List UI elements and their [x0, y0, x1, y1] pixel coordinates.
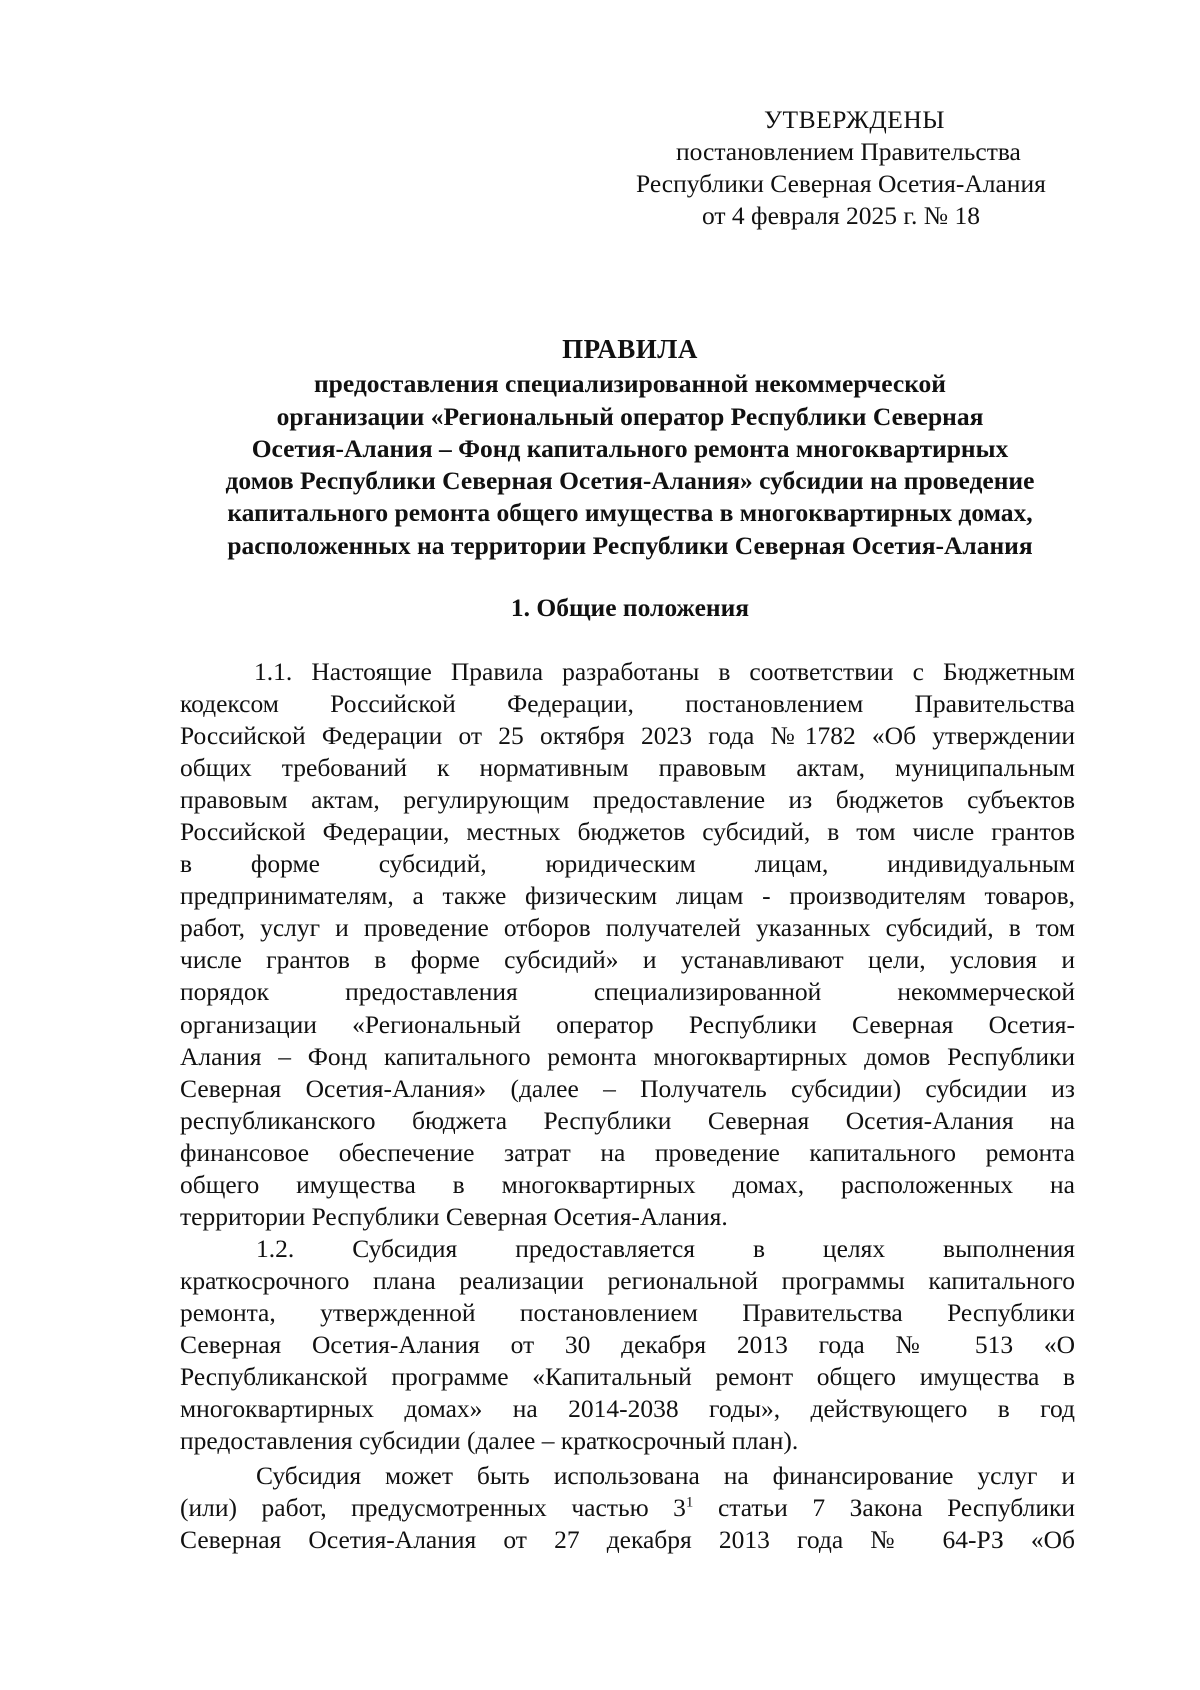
paragraph-1-2 — [180, 1233, 1075, 1457]
text-line: кодексом Российской Федерации, постановлением Правительства — [180, 689, 1075, 719]
text-line-with-superscript — [180, 1492, 1075, 1524]
text-line: Российской Федерации, местных бюджетов субсидий, в том числе грантов — [180, 817, 1075, 847]
approval-line-3: от 4 февраля 2025 г. № 18 — [702, 201, 980, 230]
text-line: организации «Региональный оператор Республики Северная Осетия- — [180, 1009, 1075, 1039]
subtitle-line: Осетия-Алания – Фонд капитального ремонта многоквартирных — [251, 433, 1009, 463]
text-line: работ, услуг и проведение отборов получателей указанных субсидий, в том — [180, 913, 1075, 943]
text-line: многоквартирных домах» на 2014-2038 годы», действующего в год — [180, 1394, 1075, 1424]
paragraph-subsidy-use — [180, 1460, 1075, 1556]
text-line: предпринимателям, а также физическим лицам - производителям товаров, — [180, 881, 1075, 911]
text-line: территории Республики Северная Осетия-Алания. — [180, 1201, 728, 1231]
text-line: 1.1. Настоящие Правила разработаны в соответствии с Бюджетным — [254, 657, 1075, 686]
text-line: Республиканской программе «Капитальный ремонт общего имущества в — [180, 1362, 1075, 1392]
text-line: числе грантов в форме субсидий» и устанавливают цели, условия и — [180, 945, 1075, 975]
text-line: Северная Осетия-Алания от 30 декабря 2013 года № 513 «О — [180, 1329, 1075, 1359]
text-line: краткосрочного плана реализации региональной программы капитального — [180, 1265, 1075, 1295]
subtitle-line: домов Республики Северная Осетия-Алания» субсидии на проведение — [225, 466, 1035, 496]
text-line: Субсидия может быть использована на финансирование услуг и — [256, 1461, 1075, 1491]
paragraph-1-1 — [180, 656, 1075, 1233]
superscript: 1 — [685, 1494, 694, 1511]
approval-heading: УТВЕРЖДЕНЫ — [764, 105, 945, 134]
approval-line-2: Республики Северная Осетия-Алания — [636, 169, 1046, 198]
text-line: 1.2. Субсидия предоставляется в целях выполнения — [256, 1233, 1075, 1263]
text-fragment: (или) работ, предусмотренных частью 3 — [180, 1493, 686, 1523]
section-heading: 1. Общие положения — [510, 593, 750, 622]
document-title: ПРАВИЛА — [562, 334, 698, 364]
text-line: ремонта, утвержденной постановлением Правительства Республики — [180, 1297, 1075, 1327]
text-line: общих требований к нормативным правовым актам, муниципальным — [180, 753, 1075, 783]
text-line: общего имущества в многоквартирных домах, расположенных на — [180, 1169, 1075, 1199]
text-line: республиканского бюджета Республики Северная Осетия-Алания на — [180, 1105, 1075, 1135]
approval-stamp — [600, 104, 1100, 232]
document-title-block — [180, 333, 1080, 562]
approval-line-1: постановлением Правительства — [676, 137, 1021, 166]
text-line: порядок предоставления специализированной некоммерческой — [180, 977, 1075, 1007]
body-text — [180, 656, 1075, 1556]
subtitle-line: организации «Региональный оператор Республики Северная — [276, 401, 984, 431]
text-line: в форме субсидий, юридическим лицам, индивидуальным — [180, 849, 1075, 879]
text-line: Северная Осетия-Алания от 27 декабря 2013 года № 64-РЗ «Об — [180, 1525, 1075, 1555]
subtitle-line: расположенных на территории Республики Северная Осетия-Алания — [227, 530, 1033, 560]
subtitle-line: предоставления специализированной некоммерческой — [313, 369, 947, 399]
text-fragment: статьи 7 Закона Республики — [693, 1493, 1075, 1523]
text-line: правовым актам, регулирующим предоставление из бюджетов субъектов — [180, 785, 1075, 815]
text-line: предоставления субсидии (далее – краткосрочный план). — [180, 1426, 799, 1456]
text-line: финансовое обеспечение затрат на проведение капитального ремонта — [180, 1137, 1075, 1167]
text-line: Северная Осетия-Алания» (далее – Получатель субсидии) субсидии из — [180, 1073, 1075, 1103]
text-line: Алания – Фонд капитального ремонта многоквартирных домов Республики — [180, 1041, 1075, 1071]
subtitle-line: капитального ремонта общего имущества в многоквартирных домах, — [227, 498, 1033, 528]
text-line: Российской Федерации от 25 октября 2023 года №1782 «Об утверждении — [180, 721, 1075, 751]
